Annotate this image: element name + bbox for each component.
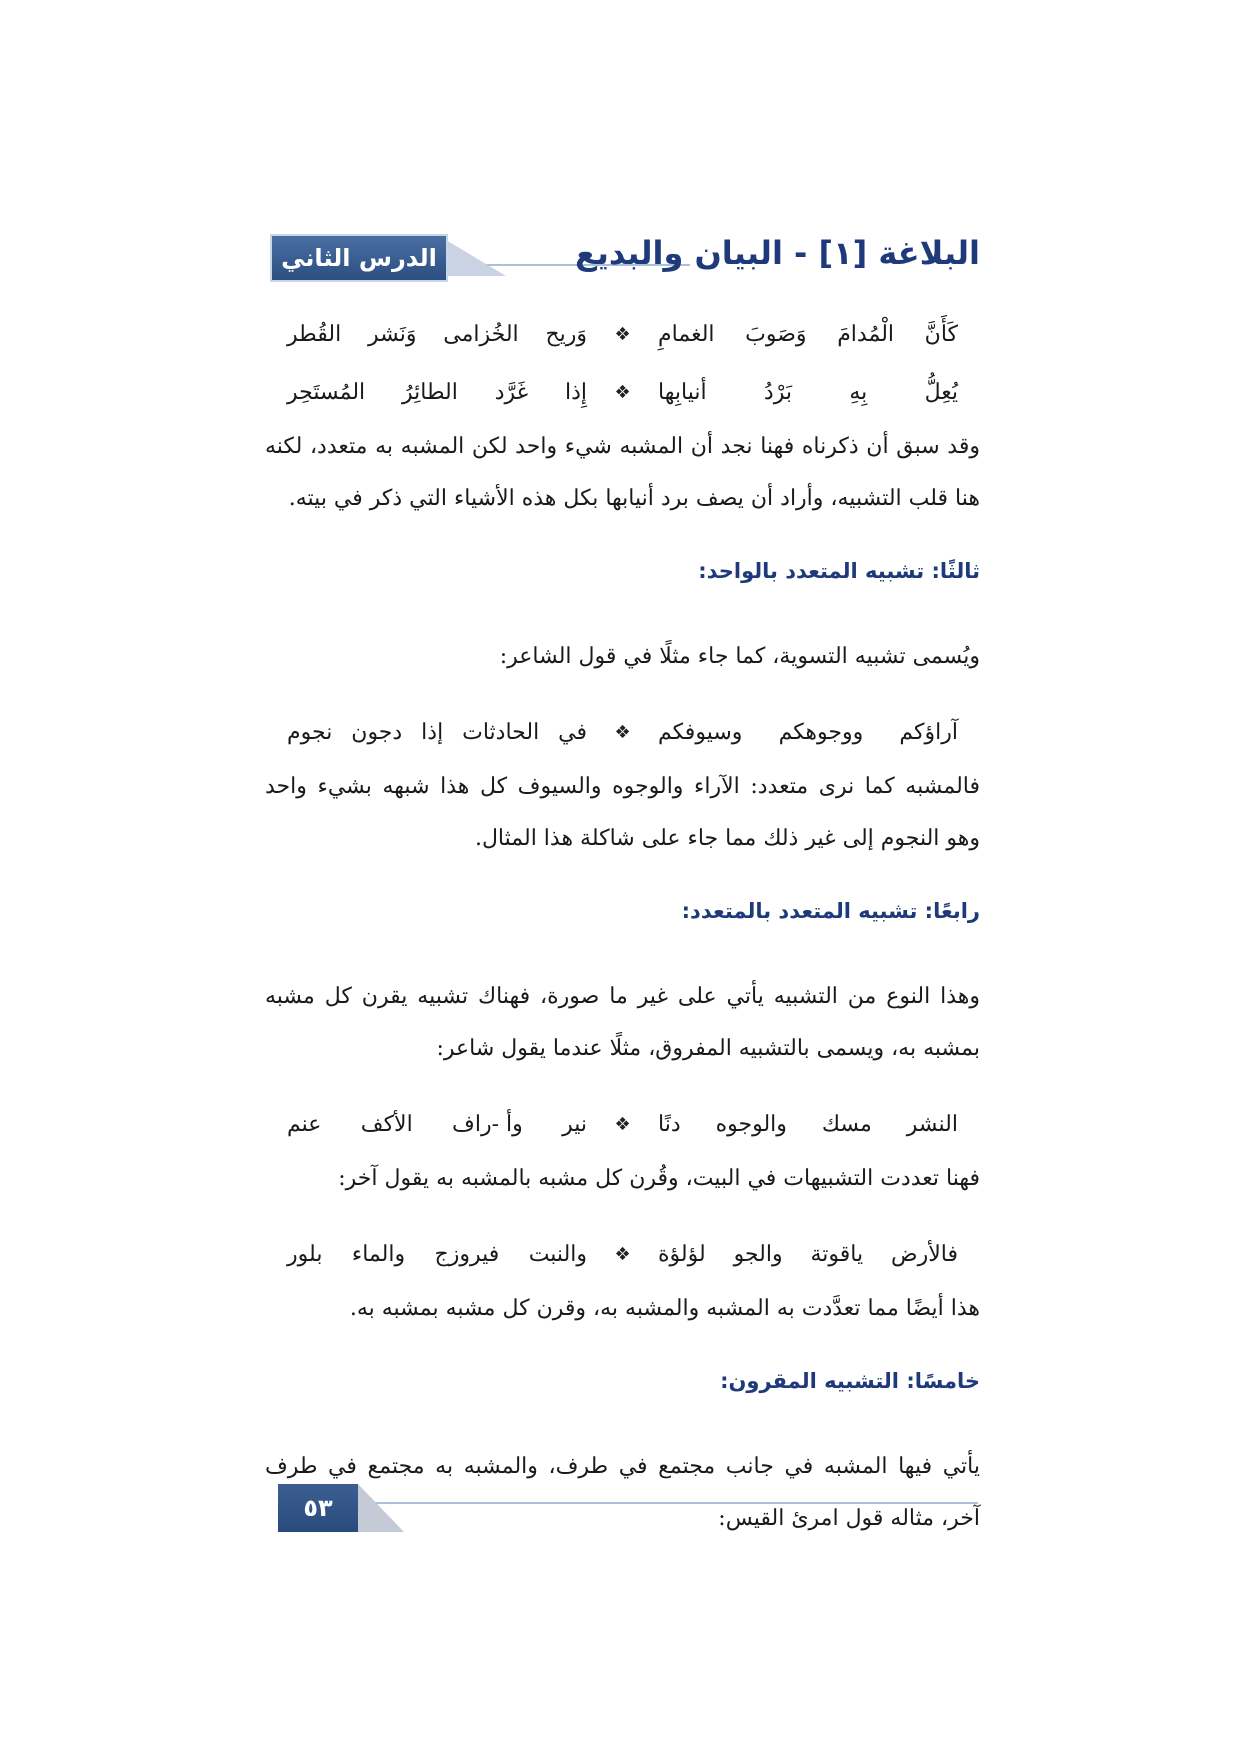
verse-word: في	[558, 719, 588, 745]
verse-1	[265, 305, 980, 363]
lesson-badge	[270, 234, 448, 282]
verse-2	[265, 363, 980, 421]
verse-4-first-hemistich	[658, 1112, 958, 1137]
paragraph-4: وهذا النوع من التشبيه يأتي على غير ما صورة، فهناك تشبيه يقرن كل مشبه بمشبه به، ويسمى بالتشبيه المفروق، مثلًا عندما يقول شاعر:	[265, 984, 980, 1061]
paragraph-7: يأتي فيها المشبه في جانب مجتمع في طرف، والمشبه به مجتمع في طرف آخر، مثاله قول امرئ القيس:	[265, 1454, 980, 1531]
verse-5	[265, 1225, 980, 1283]
verse-word: دنًا	[658, 1111, 681, 1137]
page-number: ٥٣	[303, 1494, 333, 1522]
verse-word: إِذا	[564, 379, 588, 405]
verse-4	[265, 1095, 980, 1153]
verse-word: والوجوه	[715, 1111, 787, 1137]
verse-word: يُعِلُّ	[924, 379, 958, 405]
verse-word: وَنَشر	[367, 321, 417, 347]
verse-word: لؤلؤة	[658, 1241, 706, 1267]
heading-third: ثالثًا: تشبيه المتعدد بالواحد:	[698, 559, 980, 583]
page-content	[265, 305, 980, 1545]
verse-word: الخُزامى	[443, 321, 519, 347]
verse-5-second-hemistich	[287, 1242, 587, 1267]
verse-word: نجوم	[287, 719, 333, 745]
verse-word: نير	[562, 1111, 588, 1137]
verse-word: الأكف	[360, 1111, 413, 1137]
verse-separator-icon: ❖	[614, 1243, 631, 1265]
verse-1-first-hemistich	[658, 322, 958, 347]
verse-word: النشر	[906, 1111, 958, 1137]
paragraph-6: هذا أيضًا مما تعدَّدت به المشبه والمشبه به، وقرن كل مشبه بمشبه به.	[349, 1296, 980, 1321]
verse-word: كَأَنَّ	[924, 321, 958, 347]
verse-word: الْمُدامَ	[837, 321, 895, 347]
verse-word: غَرَّد	[494, 379, 529, 405]
verse-word: ووجوهكم	[778, 719, 864, 745]
paragraph-5: فهنا تعددت التشبيهات في البيت، وقُرن كل مشبه بالمشبه به يقول آخر:	[338, 1166, 980, 1191]
verse-word: عنم	[287, 1111, 322, 1137]
page-footer	[278, 1484, 978, 1534]
verse-word: وسيوفكم	[658, 719, 743, 745]
verse-word: آراؤكم	[899, 719, 958, 745]
verse-word: مسك	[821, 1111, 872, 1137]
verse-word: بَرْدُ	[763, 379, 792, 405]
verse-word: وأ -راف	[452, 1111, 523, 1137]
verse-3-second-hemistich	[287, 720, 587, 745]
book-title: البلاغة [١] - البيان والبديع	[575, 234, 980, 272]
verse-1-second-hemistich	[287, 322, 587, 347]
verse-word: والماء	[351, 1241, 406, 1267]
verse-word: أنيابِها	[658, 379, 707, 405]
page-badge-tail	[358, 1484, 404, 1532]
verse-4-second-hemistich	[287, 1112, 587, 1137]
lesson-label: الدرس الثاني	[281, 244, 437, 272]
page-number-badge	[278, 1484, 358, 1532]
footer-rule	[368, 1502, 978, 1504]
verse-word: دجون	[351, 719, 403, 745]
verse-5-first-hemistich	[658, 1242, 958, 1267]
verse-word: الغمامِ	[658, 321, 715, 347]
verse-word: إذا	[421, 719, 444, 745]
verse-word: الطائِرُ	[402, 379, 458, 405]
lesson-badge-tail	[446, 240, 506, 276]
verse-word: ياقوتة	[810, 1241, 864, 1267]
page-header	[270, 232, 980, 288]
verse-2-first-hemistich	[658, 380, 958, 405]
verse-word: فيروزج	[434, 1241, 500, 1267]
verse-word: والنبت	[528, 1241, 588, 1267]
lesson-badge-box	[270, 234, 448, 282]
verse-separator-icon: ❖	[614, 721, 631, 743]
verse-word: بِهِ	[849, 379, 868, 405]
verse-3-first-hemistich	[658, 720, 958, 745]
verse-word: فالأرض	[891, 1241, 958, 1267]
verse-2-second-hemistich	[287, 380, 587, 405]
verse-separator-icon: ❖	[614, 381, 631, 403]
verse-separator-icon: ❖	[614, 323, 631, 345]
verse-word: الحادثات	[462, 719, 540, 745]
verse-separator-icon: ❖	[614, 1113, 631, 1135]
paragraph-3: فالمشبه كما نرى متعدد: الآراء والوجوه والسيوف كل هذا شبهه بشيء واحد وهو النجوم إلى غير ذلك مما جاء على شاكلة هذا المثال.	[265, 774, 980, 851]
verse-word: وَريح	[545, 321, 588, 347]
verse-word: بلور	[287, 1241, 323, 1267]
paragraph-2: ويُسمى تشبيه التسوية، كما جاء مثلًا في قول الشاعر:	[499, 644, 980, 669]
verse-word: القُطر	[287, 321, 342, 347]
paragraph-1: وقد سبق أن ذكرناه فهنا نجد أن المشبه شيء واحد لكن المشبه به متعدد، لكنه هنا قلب التشبيه، وأراد أن يصف برد أنيابها بكل هذه الأشياء التي ذكر في بيته.	[265, 434, 980, 511]
verse-3	[265, 703, 980, 761]
verse-word: المُستَحِر	[287, 379, 366, 405]
verse-word: وَصَوبَ	[745, 321, 807, 347]
verse-word: والجو	[733, 1241, 783, 1267]
heading-fifth: خامسًا: التشبيه المقرون:	[720, 1369, 980, 1393]
heading-fourth: رابعًا: تشبيه المتعدد بالمتعدد:	[681, 899, 980, 923]
